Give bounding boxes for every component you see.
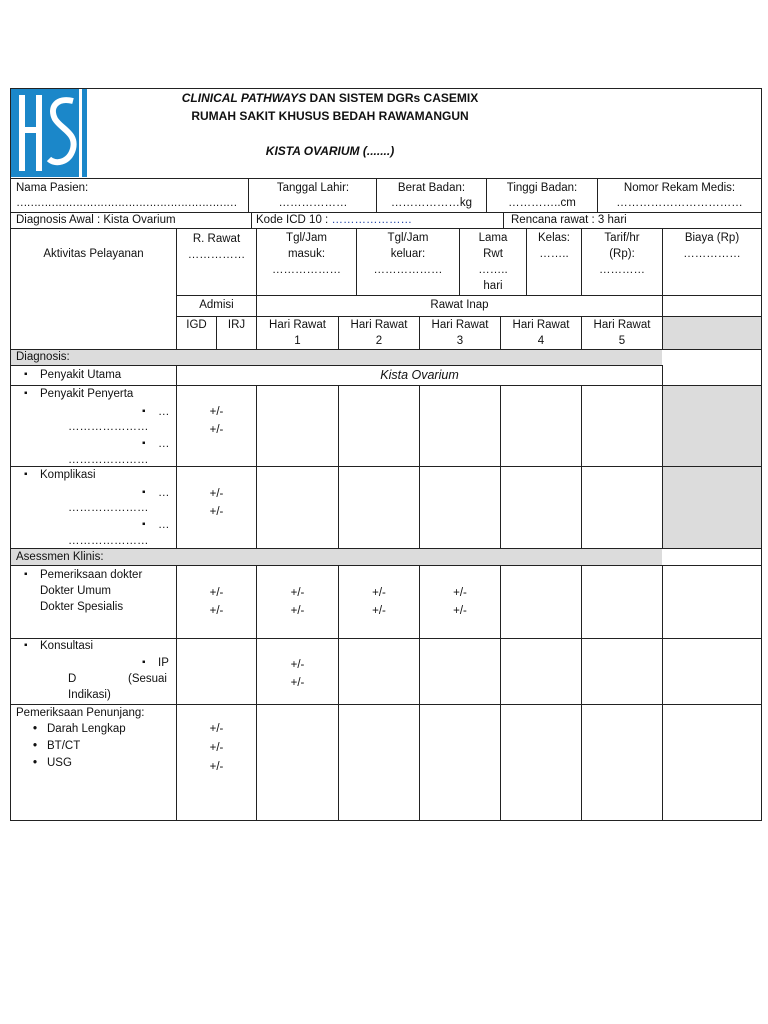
activity-header: Aktivitas Pelayanan	[43, 248, 144, 260]
comorbid-pm-2: +/-	[209, 424, 224, 436]
pathway-diagnosis: KISTA OVARIUM (.......)	[265, 144, 395, 158]
main-disease-value: Kista Ovarium	[380, 368, 459, 382]
doctor-exam-label: ▪ Pemeriksaan dokter	[40, 567, 142, 583]
day-4-header: Hari Rawat 4	[512, 319, 570, 347]
class-field[interactable]: ……..	[539, 248, 569, 260]
icd-code-label: Kode ICD 10 :	[256, 214, 332, 226]
discharge-header-l2: keluar:	[390, 248, 426, 260]
exam-pm-day3-1: +/-	[453, 587, 467, 599]
admission-header: Admisi	[199, 299, 234, 311]
support-pm-3: +/-	[209, 761, 224, 773]
medical-record-label: Nomor Rekam Medis:	[623, 182, 736, 194]
weight-field[interactable]: ………………kg	[390, 197, 473, 209]
shade-clinical-bar	[11, 549, 662, 565]
exam-pm-day2-2: +/-	[372, 605, 386, 617]
comorbid-item-2-dots[interactable]: …………………	[68, 454, 149, 466]
consultation-ip: ▪ IP	[158, 655, 169, 671]
igd-header: IGD	[186, 319, 207, 331]
consultation-label: ▪ Konsultasi	[40, 638, 93, 654]
los-header-l2: Rwt	[483, 248, 503, 260]
icd-code-field[interactable]: …………………	[331, 214, 412, 226]
exam-pm-igd-1: +/-	[209, 587, 224, 599]
admit-field[interactable]: ………………	[272, 264, 341, 276]
complication-label: ▪ Komplikasi	[40, 467, 96, 483]
form-title-rest: DAN SISTEM DGRs CASEMIX	[306, 91, 479, 105]
birth-date-field[interactable]: ………………	[278, 197, 348, 209]
complication-item-1-dots[interactable]: …………………	[68, 502, 149, 514]
patient-name-field[interactable]: ………………………………………………………	[16, 197, 237, 209]
medical-record-field[interactable]: ……………………………	[616, 197, 743, 209]
support-pm-2: +/-	[209, 742, 224, 754]
day-1-header: Hari Rawat 1	[269, 319, 326, 347]
clinical-section-title: Asessmen Klinis:	[16, 551, 104, 563]
complication-pm-2: +/-	[209, 506, 224, 518]
diagnosis-section-title: Diagnosis:	[16, 351, 70, 363]
complication-item-2-dots[interactable]: …………………	[68, 535, 149, 547]
birth-date-label: Tanggal Lahir:	[276, 182, 350, 194]
cost-field[interactable]: ……………	[683, 248, 741, 260]
hospital-name: RUMAH SAKIT KHUSUS BEDAH RAWAMANGUN	[191, 109, 469, 123]
tariff-header-l1: Tarif/hr	[604, 232, 640, 244]
admit-header-l2: masuk:	[287, 248, 326, 260]
tariff-field[interactable]: …………	[599, 264, 645, 276]
exam-pm-igd-2: +/-	[209, 605, 224, 617]
day-3-header: Hari Rawat 3	[431, 319, 489, 347]
weight-label: Berat Badan:	[397, 182, 466, 194]
shade-totals-header	[663, 317, 761, 349]
hospital-logo	[11, 89, 87, 177]
exam-pm-day2-1: +/-	[372, 587, 386, 599]
form-title-italic: CLINICAL PATHWAYS	[181, 91, 307, 105]
shade-complication-total	[663, 467, 761, 548]
comorbid-pm-1: +/-	[209, 406, 224, 418]
exam-pm-day1-1: +/-	[290, 587, 305, 599]
shade-comorbid-total	[663, 386, 761, 466]
tariff-header-l2: (Rp):	[609, 248, 635, 260]
admit-header-l1: Tgl/Jam	[286, 232, 327, 244]
height-field[interactable]: …………..cm	[508, 197, 576, 209]
irj-header: IRJ	[227, 319, 246, 331]
day-5-header: Hari Rawat 5	[593, 319, 651, 347]
comorbid-item-1-ellipsis: ▪ …	[158, 404, 170, 420]
consultation-indikasi: Indikasi)	[68, 689, 111, 701]
exam-pm-day3-2: +/-	[453, 605, 467, 617]
patient-name-label: Nama Pasien:	[16, 182, 89, 194]
support-item-btct: • BT/CT	[47, 738, 80, 754]
support-item-blood: • Darah Lengkap	[47, 721, 126, 737]
comorbid-item-1-dots[interactable]: …………………	[68, 421, 149, 433]
room-field[interactable]: ……………	[187, 249, 246, 261]
initial-diagnosis: Diagnosis Awal : Kista Ovarium	[16, 214, 176, 226]
general-doctor-label: Dokter Umum	[40, 585, 111, 597]
logo-hs-icon	[11, 89, 87, 177]
consultation-d: D	[68, 673, 77, 685]
los-field[interactable]: ……..	[478, 264, 508, 276]
comorbid-label: ▪ Penyakit Penyerta	[40, 386, 133, 402]
cost-header: Biaya (Rp)	[684, 232, 740, 244]
room-header: R. Rawat	[192, 233, 241, 245]
care-plan: Rencana rawat : 3 hari	[511, 214, 627, 226]
height-label: Tinggi Badan:	[506, 182, 578, 194]
supporting-exam-label: Pemeriksaan Penunjang:	[16, 707, 145, 719]
main-disease-label: ▪ Penyakit Utama	[40, 367, 121, 383]
shade-diagnosis-bar	[11, 350, 662, 365]
day-2-header: Hari Rawat 2	[350, 319, 408, 347]
icd-code	[256, 212, 412, 228]
consult-pm-day1-2: +/-	[290, 677, 305, 689]
complication-item-2-ellipsis: ▪ …	[158, 517, 170, 533]
comorbid-item-2-ellipsis: ▪ …	[158, 436, 170, 452]
form-title	[90, 90, 570, 106]
inpatient-header: Rawat Inap	[430, 299, 489, 311]
support-pm-1: +/-	[209, 723, 224, 735]
complication-pm-1: +/-	[209, 488, 224, 500]
exam-pm-day1-2: +/-	[290, 605, 305, 617]
consultation-sesuai: (Sesuai	[128, 673, 167, 685]
support-item-usg: • USG	[47, 755, 72, 771]
discharge-field[interactable]: ………………	[373, 264, 443, 276]
discharge-header-l1: Tgl/Jam	[387, 232, 429, 244]
specialist-doctor-label: Dokter Spesialis	[40, 601, 124, 613]
consult-pm-day1-1: +/-	[290, 659, 305, 671]
los-header-l1: Lama	[478, 232, 508, 244]
los-header-l4: hari	[483, 280, 503, 292]
class-header: Kelas:	[538, 232, 570, 244]
complication-item-1-ellipsis: ▪ …	[158, 485, 170, 501]
